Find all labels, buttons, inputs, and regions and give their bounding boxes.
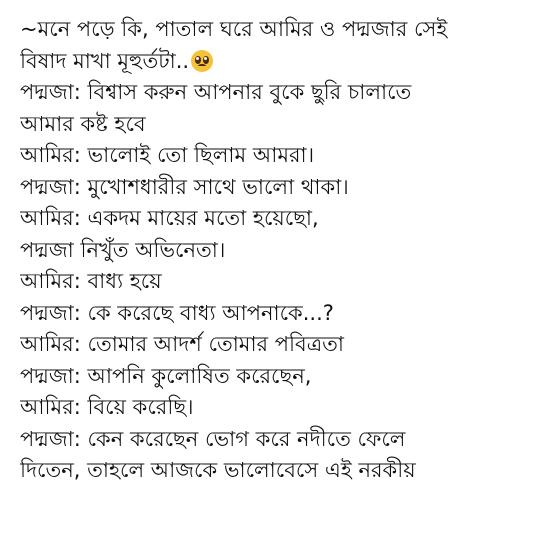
text-line: আমির: ভালোই তো ছিলাম আমরা।	[20, 143, 315, 167]
text-line-with-emoji	[20, 46, 548, 78]
text-line: আমির: একদম মায়ের মতো হয়েছো,	[20, 206, 319, 230]
text-line: আমির: বিয়ে করেছি।	[20, 395, 194, 419]
text-line: আমার কষ্ট হবে	[20, 111, 146, 136]
text-line: আমির: বাধ্য হয়ে	[20, 269, 162, 293]
text-line: আমির: তোমার আদর্শ তোমার পবিত্রতা	[20, 332, 345, 356]
text-line: দিতেন, তাহলে আজকে ভালোবেসে এই নরকীয়	[20, 458, 416, 482]
text-line: পদ্মজা: মুখোশধারীর সাথে ভালো থাকা।	[20, 174, 349, 199]
story-text	[20, 14, 548, 487]
pleading-face-icon	[191, 50, 213, 72]
text-line: পদ্মজা: কে করেছে বাধ্য আপনাকে...?	[20, 300, 334, 325]
text-line: পদ্মজা: আপনি কুলোষিত করেছেন,	[20, 363, 312, 388]
text-line: পদ্মজা: বিশ্বাস করুন আপনার বুকে ছুরি চালাতে	[20, 80, 412, 104]
text-line: পদ্মজা: কেন করেছেন ভোগ করে নদীতে ফেলে	[20, 426, 406, 451]
text-line: ~মনে পড়ে কি, পাতাল ঘরে আমির ও পদ্মজার সেই	[20, 17, 448, 41]
text-line-content: বিষাদ মাখা মূহুর্তটা..	[20, 48, 190, 73]
text-line: পদ্মজা নিখুঁত অভিনেতা।	[20, 237, 226, 262]
